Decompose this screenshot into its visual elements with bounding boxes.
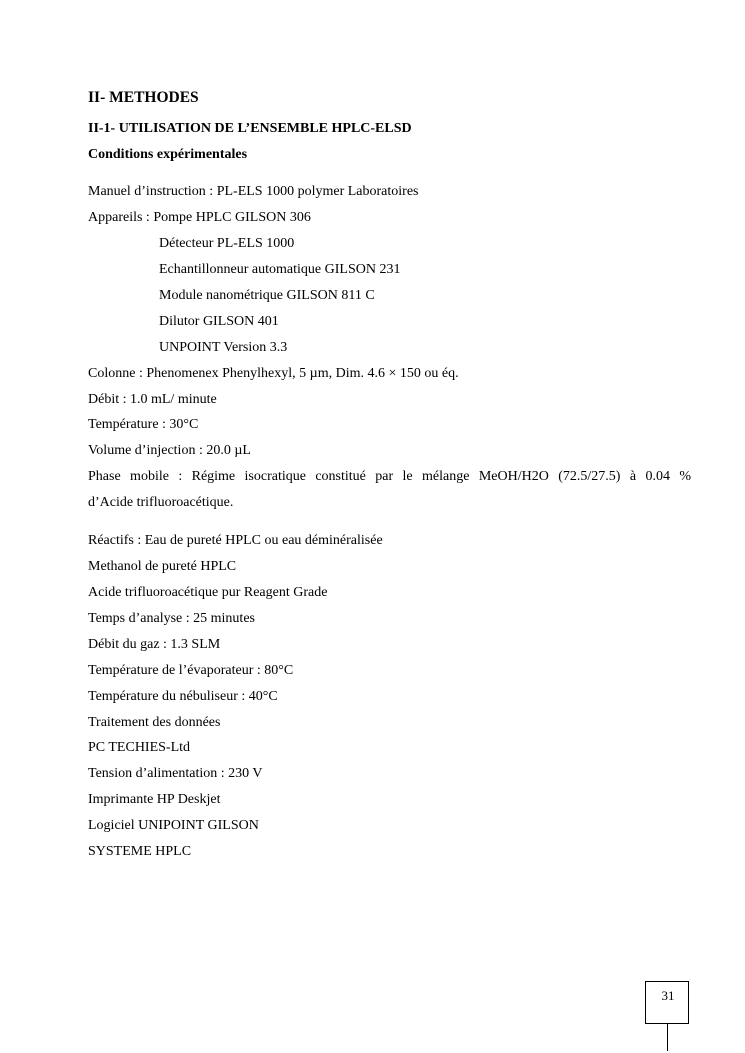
page-number-box [645, 981, 689, 1024]
apparatus-item: Echantillonneur automatique GILSON 231 [159, 262, 401, 277]
mobile-phase-line: Phase mobile : Régime isocratique constitué par le mélange MeOH/H2O (72.5/27.5) à 0.04 % [88, 469, 691, 484]
reagent-line: Logiciel UNIPOINT GILSON [88, 818, 259, 833]
apparatus-item: Détecteur PL-ELS 1000 [159, 236, 295, 251]
manual-line: Manuel d’instruction : PL-ELS 1000 polymer Laboratoires [88, 184, 419, 199]
mobile-phase-line-continued: d’Acide trifluoroacétique. [88, 495, 234, 510]
reagent-line: Methanol de pureté HPLC [88, 559, 237, 574]
page-number-tick [667, 1024, 668, 1051]
reagent-line: Acide trifluoroacétique pur Reagent Grade [88, 585, 328, 600]
reagent-line: Température de l’évaporateur : 80°C [88, 663, 294, 678]
reagent-line: Imprimante HP Deskjet [88, 792, 221, 807]
flow-line: Débit : 1.0 mL/ minute [88, 392, 217, 407]
conditions-heading: Conditions expérimentales [88, 147, 248, 162]
page-number: 31 [661, 988, 675, 1003]
reagent-line: Traitement des données [88, 715, 221, 730]
column-line: Colonne : Phenomenex Phenylhexyl, 5 µm, Dim. 4.6 × 150 ou éq. [88, 366, 459, 381]
reagent-line: PC TECHIES-Ltd [88, 740, 191, 755]
apparatus-item: Dilutor GILSON 401 [159, 314, 279, 329]
temperature-line: Température : 30°C [88, 417, 199, 432]
reagent-line: SYSTEME HPLC [88, 844, 192, 859]
reagent-line: Temps d’analyse : 25 minutes [88, 611, 255, 626]
injection-line: Volume d’injection : 20.0 µL [88, 443, 251, 458]
apparatus-item: Module nanométrique GILSON 811 C [159, 288, 375, 303]
reagent-line: Tension d’alimentation : 230 V [88, 766, 263, 781]
apparatus-intro-line: Appareils : Pompe HPLC GILSON 306 [88, 210, 311, 225]
subsection-heading: II-1- UTILISATION DE L’ENSEMBLE HPLC-ELSD [88, 121, 412, 136]
reagent-line: Débit du gaz : 1.3 SLM [88, 637, 221, 652]
apparatus-item: UNPOINT Version 3.3 [159, 340, 288, 355]
reagent-line: Température du nébuliseur : 40°C [88, 689, 278, 704]
reagent-line: Réactifs : Eau de pureté HPLC ou eau déminéralisée [88, 533, 383, 548]
section-heading: II- METHODES [88, 89, 199, 106]
